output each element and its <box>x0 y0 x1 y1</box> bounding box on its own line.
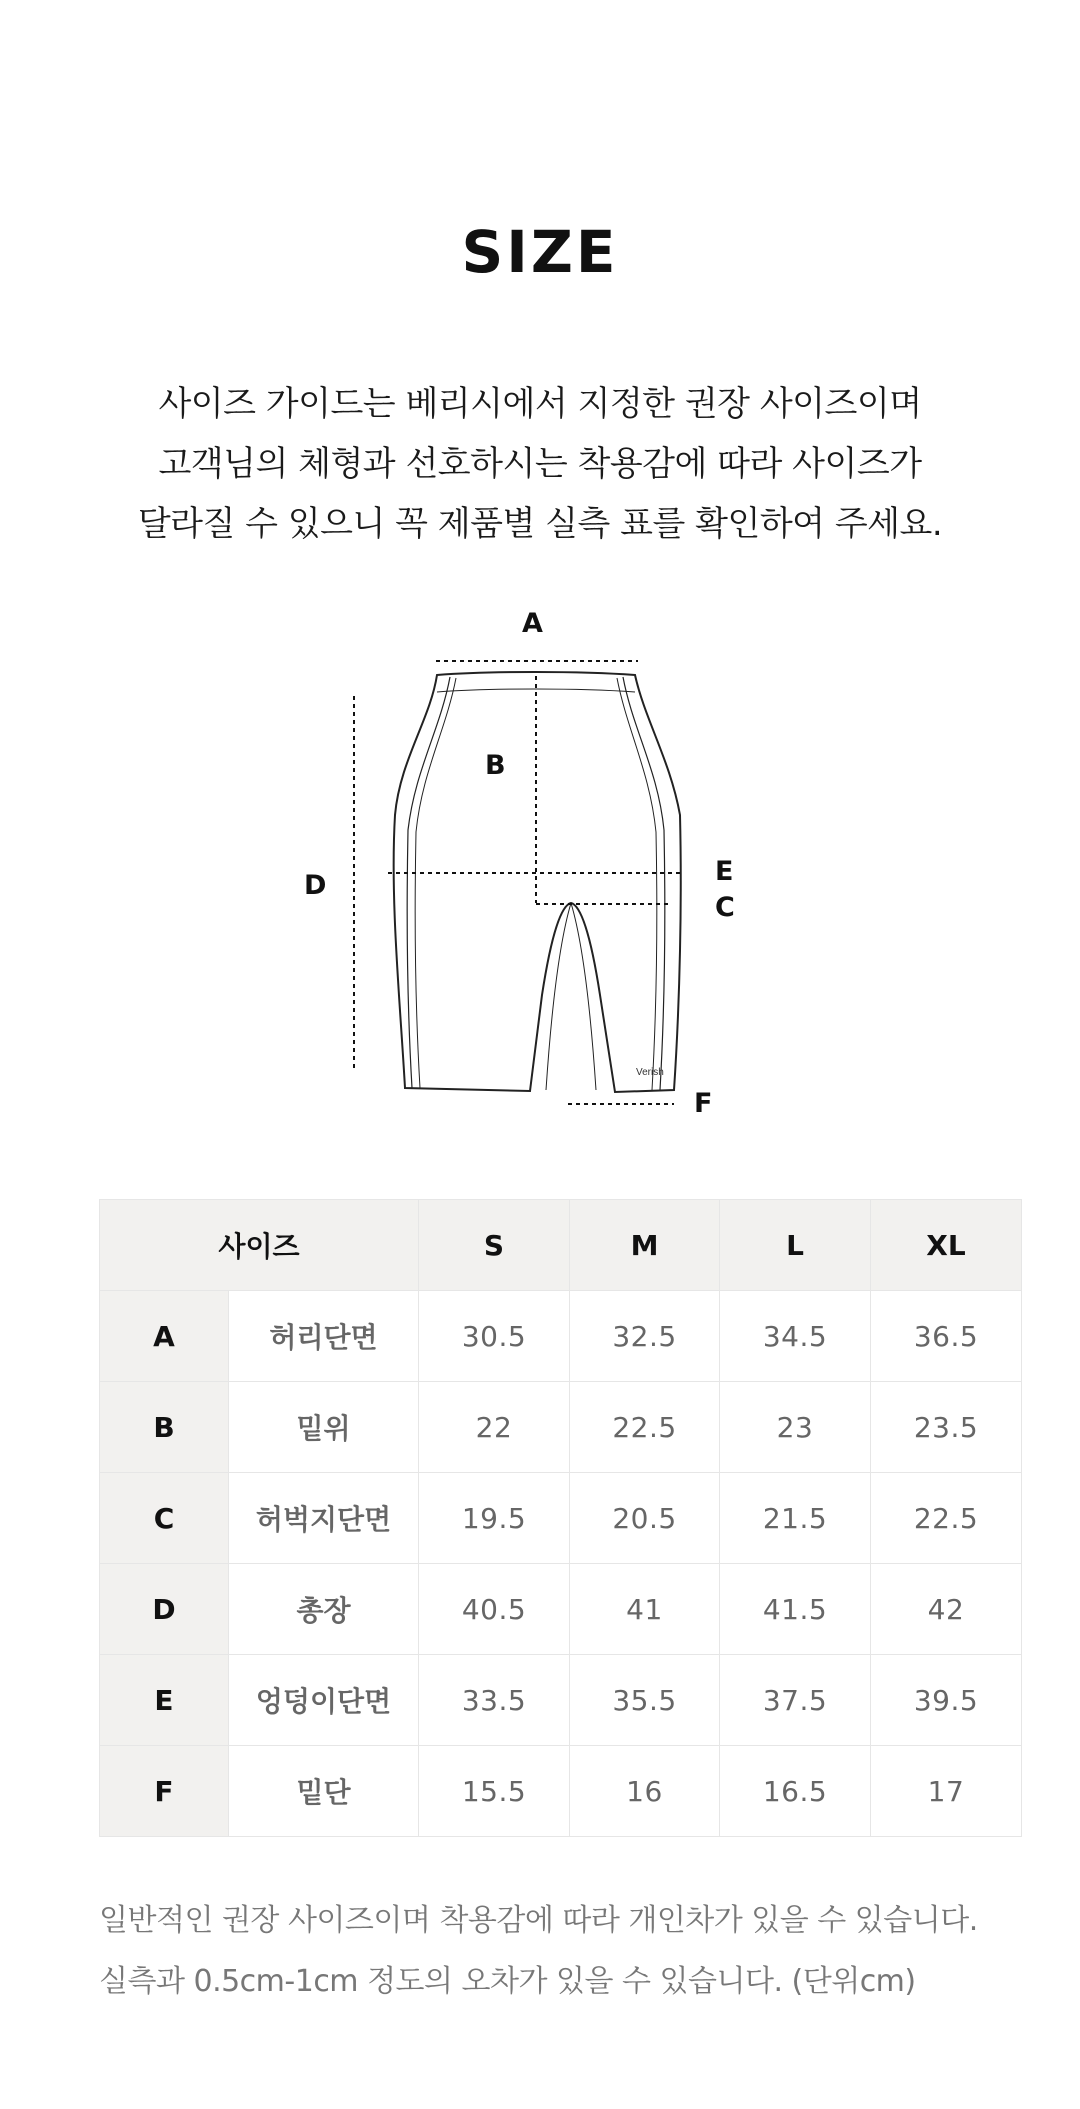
row-part: 엉덩이단면 <box>229 1655 419 1746</box>
row-part: 밑단 <box>229 1746 419 1837</box>
table-row <box>100 1382 1022 1473</box>
cell-value: 41.5 <box>720 1564 871 1655</box>
table-row <box>100 1473 1022 1564</box>
cell-value: 20.5 <box>570 1473 720 1564</box>
cell-value: 35.5 <box>570 1655 720 1746</box>
shorts-measurement-diagram <box>290 600 790 1130</box>
description-line: 달라질 수 있으니 꼭 제품별 실측 표를 확인하여 주세요. <box>137 504 943 544</box>
cell-value: 41 <box>570 1564 720 1655</box>
size-chart-table <box>99 1199 1022 1837</box>
row-part: 허벅지단면 <box>229 1473 419 1564</box>
row-code: D <box>100 1564 229 1655</box>
description-line: 사이즈 가이드는 베리시에서 지정한 권장 사이즈이며 <box>158 384 922 424</box>
cell-value: 22 <box>419 1382 570 1473</box>
cell-value: 22.5 <box>871 1473 1022 1564</box>
description-line: 고객님의 체형과 선호하시는 착용감에 따라 사이즈가 <box>158 444 922 484</box>
cell-value: 21.5 <box>720 1473 871 1564</box>
header-size-l: L <box>720 1200 871 1291</box>
header-size-m: M <box>570 1200 720 1291</box>
table-header-row <box>100 1200 1022 1291</box>
table-row <box>100 1655 1022 1746</box>
row-code: F <box>100 1746 229 1837</box>
row-part: 총장 <box>229 1564 419 1655</box>
brand-mark: Verish <box>636 1067 664 1078</box>
row-code: A <box>100 1291 229 1382</box>
row-code: C <box>100 1473 229 1564</box>
cell-value: 22.5 <box>570 1382 720 1473</box>
cell-value: 16 <box>570 1746 720 1837</box>
table-row <box>100 1746 1022 1837</box>
cell-value: 19.5 <box>419 1473 570 1564</box>
footnotes <box>99 1890 978 2012</box>
label-e: E <box>715 856 734 887</box>
cell-value: 39.5 <box>871 1655 1022 1746</box>
cell-value: 17 <box>871 1746 1022 1837</box>
cell-value: 40.5 <box>419 1564 570 1655</box>
row-part: 밑위 <box>229 1382 419 1473</box>
cell-value: 37.5 <box>720 1655 871 1746</box>
table-row <box>100 1564 1022 1655</box>
cell-value: 36.5 <box>871 1291 1022 1382</box>
row-code: E <box>100 1655 229 1746</box>
header-size-s: S <box>419 1200 570 1291</box>
label-d: D <box>304 870 327 901</box>
cell-value: 42 <box>871 1564 1022 1655</box>
cell-value: 15.5 <box>419 1746 570 1837</box>
footnote-line: 일반적인 권장 사이즈이며 착용감에 따라 개인차가 있을 수 있습니다. <box>99 1903 978 1938</box>
cell-value: 23 <box>720 1382 871 1473</box>
label-a: A <box>522 608 543 639</box>
cell-value: 34.5 <box>720 1291 871 1382</box>
label-f: F <box>694 1088 713 1119</box>
header-size-label: 사이즈 <box>100 1200 419 1291</box>
cell-value: 16.5 <box>720 1746 871 1837</box>
header-size-xl: XL <box>871 1200 1022 1291</box>
footnote-line: 실측과 0.5cm-1cm 정도의 오차가 있을 수 있습니다. (단위cm) <box>99 1964 916 1999</box>
label-b: B <box>485 750 506 781</box>
row-part: 허리단면 <box>229 1291 419 1382</box>
row-code: B <box>100 1382 229 1473</box>
page-title: SIZE <box>461 218 619 286</box>
cell-value: 32.5 <box>570 1291 720 1382</box>
label-c: C <box>715 892 735 923</box>
cell-value: 23.5 <box>871 1382 1022 1473</box>
table-row <box>100 1291 1022 1382</box>
size-guide-description <box>0 374 1080 554</box>
cell-value: 30.5 <box>419 1291 570 1382</box>
cell-value: 33.5 <box>419 1655 570 1746</box>
